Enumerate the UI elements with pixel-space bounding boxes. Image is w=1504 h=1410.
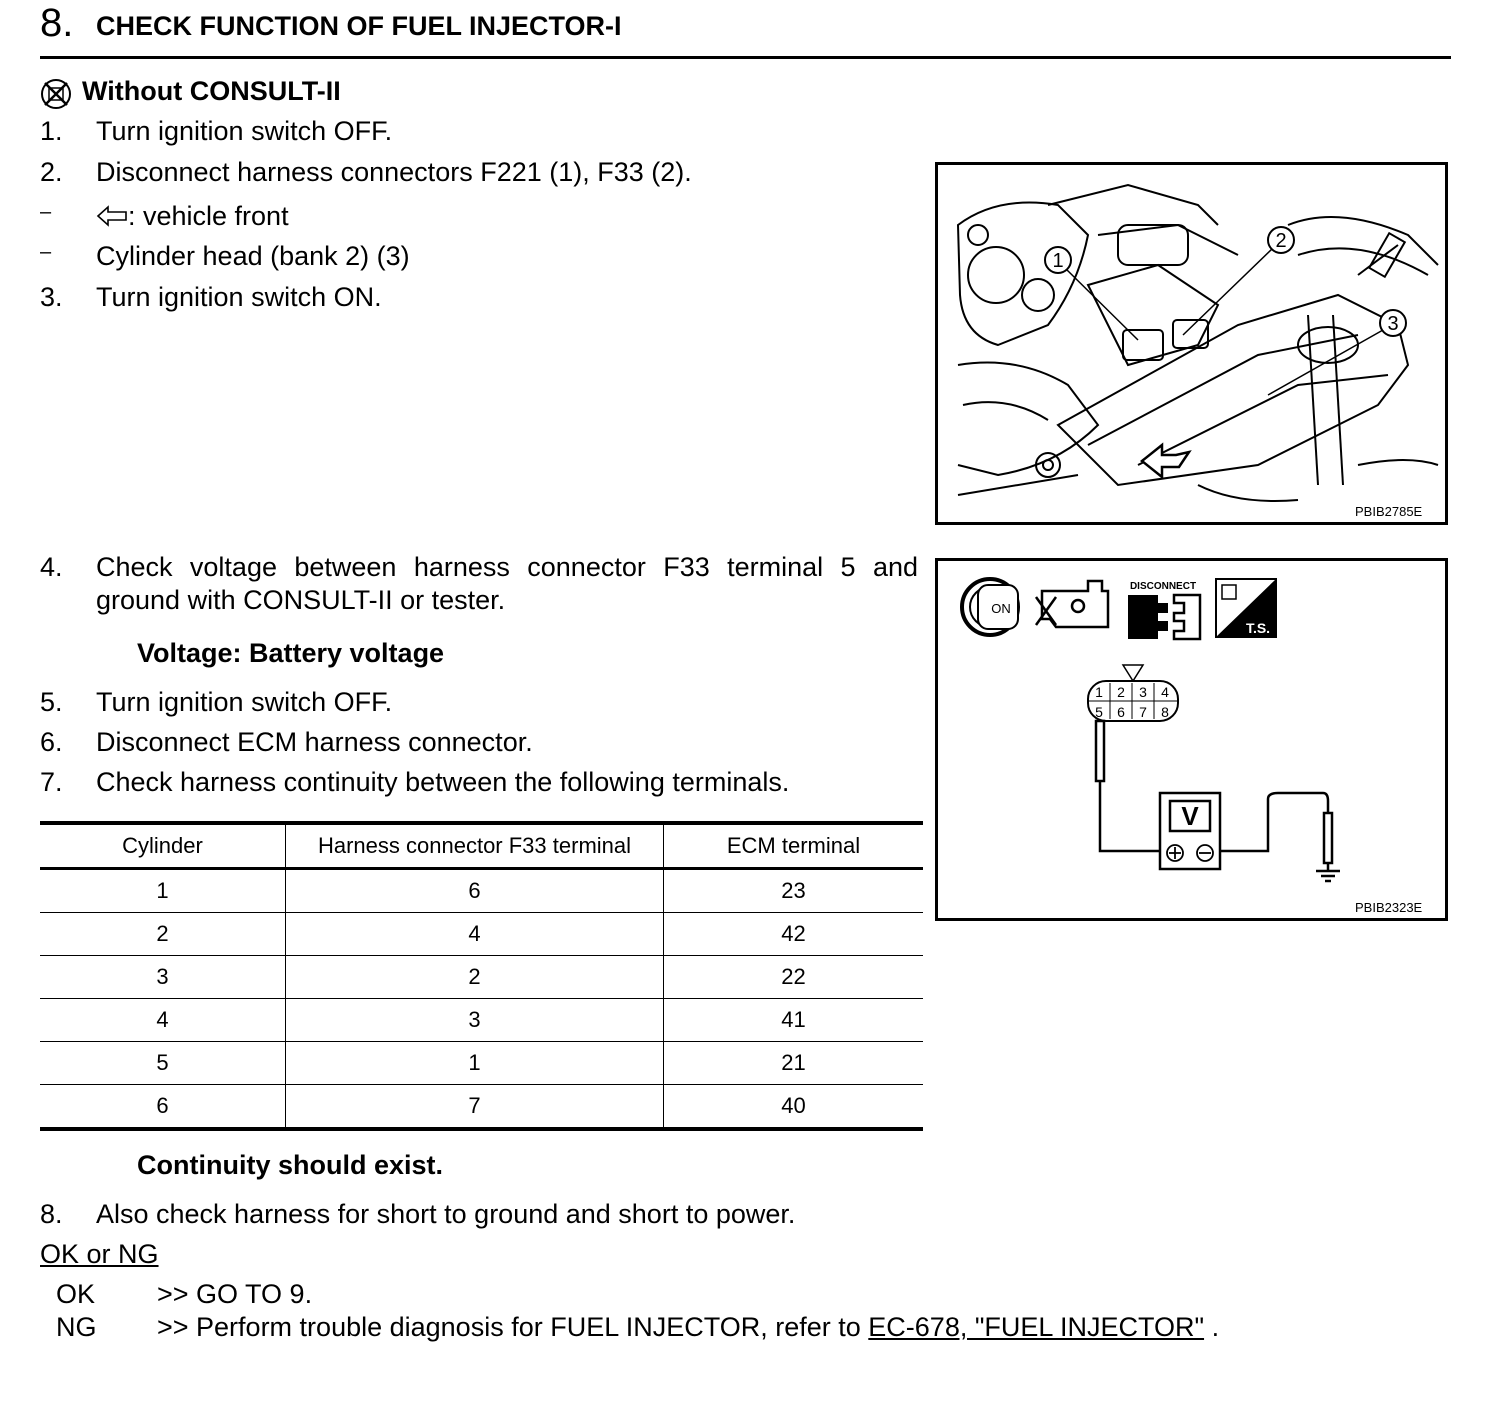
callout-2: 2	[1275, 230, 1287, 252]
ng-result-end: .	[1211, 1312, 1220, 1342]
callout-3: 3	[1387, 313, 1399, 335]
ok-ng-heading: OK or NG	[40, 1239, 159, 1269]
table-cell: 41	[664, 999, 924, 1042]
disconnect-icon	[1128, 581, 1200, 639]
figure-code: PBIB2323E	[1355, 900, 1423, 915]
table-row	[40, 1085, 923, 1130]
svg-text:5: 5	[1095, 704, 1103, 720]
svg-text:T.S.: T.S.	[1245, 620, 1271, 636]
no-consult-icon	[40, 78, 74, 110]
header-divider	[40, 56, 1451, 59]
table-cell: 1	[40, 869, 286, 913]
table-cell: 2	[40, 913, 286, 956]
svg-text:8: 8	[1161, 704, 1169, 720]
table-header-row	[40, 823, 923, 869]
step-number: 3.	[40, 282, 63, 312]
step-text: Also check harness for short to ground and short to power.	[96, 1199, 796, 1229]
table-cell: 6	[286, 869, 664, 913]
figure-code: PBIB2785E	[1355, 504, 1423, 519]
step-number: 2.	[40, 157, 63, 187]
svg-text:DISCONNECT: DISCONNECT	[1129, 581, 1197, 592]
table-cell: 1	[286, 1042, 664, 1085]
table-cell: 21	[664, 1042, 924, 1085]
table-cell: 4	[286, 913, 664, 956]
table-cell: 2	[286, 956, 664, 999]
step-number: 7.	[40, 767, 63, 797]
step-number: 8.	[40, 1199, 63, 1229]
column-header: ECM terminal	[664, 823, 924, 869]
svg-text:ON: ON	[991, 601, 1011, 616]
table-row	[40, 913, 923, 956]
step-number: 4.	[40, 552, 63, 582]
section-number: 8.	[40, 1, 74, 45]
step-text: Turn ignition switch ON.	[96, 282, 382, 312]
step-number: 1.	[40, 116, 63, 146]
table-cell: 5	[40, 1042, 286, 1085]
table-cell: 3	[286, 999, 664, 1042]
step-text: : vehicle front	[128, 201, 289, 231]
table-row	[40, 1042, 923, 1085]
table-cell: 40	[664, 1085, 924, 1130]
ng-result-text: >> Perform trouble diagnosis for FUEL INJECTOR, refer to	[157, 1312, 861, 1342]
svg-text:3: 3	[1139, 684, 1147, 700]
engine-illustration	[935, 162, 1448, 525]
left-arrow-icon	[96, 204, 130, 233]
step-text: Check voltage between harness connector F33 terminal 5 and	[96, 552, 918, 582]
svg-text:1: 1	[1095, 684, 1103, 700]
step-text: Cylinder head (bank 2) (3)	[96, 241, 410, 271]
step-text: Turn ignition switch OFF.	[96, 687, 393, 717]
harness-connector	[1088, 665, 1178, 721]
table-cell: 3	[40, 956, 286, 999]
continuity-table	[40, 821, 923, 1131]
step-text: Turn ignition switch OFF.	[96, 116, 393, 146]
voltmeter-label: V	[1181, 801, 1199, 831]
callout-1: 1	[1052, 250, 1064, 272]
ts-icon	[1216, 579, 1276, 637]
table-cell: 23	[664, 869, 924, 913]
step-text: Disconnect ECM harness connector.	[96, 727, 533, 757]
fuel-injector-link[interactable]: EC-678, "FUEL INJECTOR"	[868, 1312, 1205, 1342]
svg-text:7: 7	[1139, 704, 1147, 720]
engine-off-icon	[1036, 581, 1108, 627]
mode-label: Without CONSULT-II	[82, 76, 341, 106]
table-cell: 4	[40, 999, 286, 1042]
step-number: 5.	[40, 687, 63, 717]
table-row	[40, 869, 923, 913]
bullet-dash: –	[40, 201, 52, 223]
step-text: Disconnect harness connectors F221 (1), F33 (2).	[96, 157, 692, 187]
column-header: Harness connector F33 terminal	[286, 823, 664, 869]
step-text: Check harness continuity between the following terminals.	[96, 767, 790, 797]
voltage-check-diagram	[935, 558, 1448, 921]
continuity-spec: Continuity should exist.	[137, 1150, 444, 1180]
bullet-dash: –	[40, 241, 52, 263]
svg-text:2: 2	[1117, 684, 1125, 700]
section-title: CHECK FUNCTION OF FUEL INJECTOR-I	[96, 11, 622, 41]
step-text: ground with CONSULT-II or tester.	[96, 585, 506, 615]
ng-result	[157, 1312, 1219, 1343]
column-header: Cylinder	[40, 823, 286, 869]
step-number: 6.	[40, 727, 63, 757]
ng-label: NG	[56, 1312, 97, 1342]
table-cell: 22	[664, 956, 924, 999]
table-cell: 42	[664, 913, 924, 956]
svg-text:6: 6	[1117, 704, 1125, 720]
table-row	[40, 956, 923, 999]
table-cell: 7	[286, 1085, 664, 1130]
ignition-on-icon	[962, 579, 1018, 635]
voltage-spec: Voltage: Battery voltage	[137, 638, 445, 668]
svg-text:4: 4	[1161, 684, 1169, 700]
ok-label: OK	[56, 1279, 96, 1309]
table-cell: 6	[40, 1085, 286, 1130]
table-row	[40, 999, 923, 1042]
ok-result: >> GO TO 9.	[157, 1279, 313, 1309]
